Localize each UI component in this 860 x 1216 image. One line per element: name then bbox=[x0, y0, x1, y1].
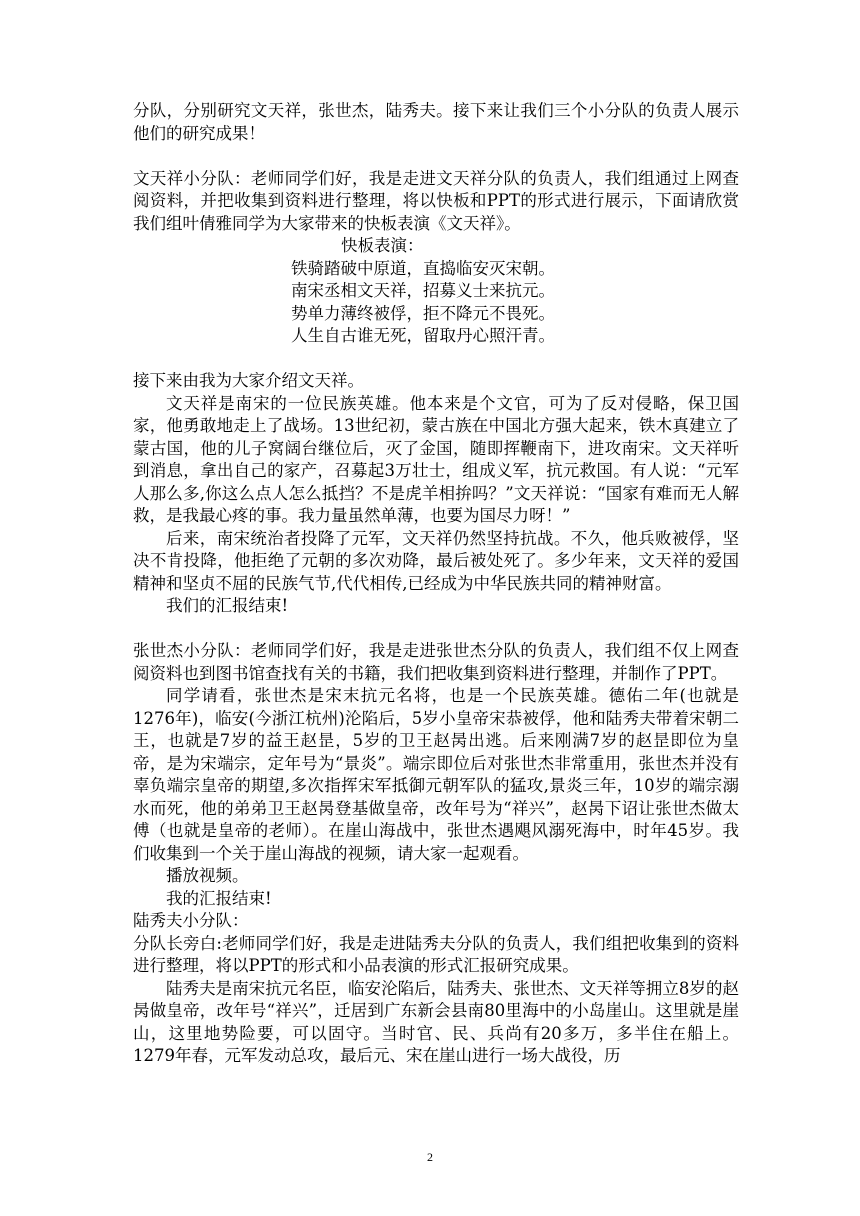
poem-title: 快板表演： bbox=[341, 236, 424, 255]
page-number: 2 bbox=[427, 1150, 433, 1164]
blank-line bbox=[133, 618, 739, 641]
zhang-shijie-team-intro: 张世杰小分队：老师同学们好，我是走进张世杰分队的负责人，我们组不仅上网查阅资料也到图书馆查找有关的书籍，我们把收集到资料进行整理，并制作了PPT。 bbox=[133, 641, 739, 683]
zhang-shijie-story-paragraph: 同学请看，张世杰是宋末抗元名将，也是一个民族英雄。德佑二年(也就是1276年)，临安(今浙江杭州)沦陷后，5岁小皇帝宋恭被俘，他和陆秀夫带着宋朝二王，也就是7岁的益王赵昰，5岁的卫王赵昺出逃。后来刚满7岁的赵昰即位为皇帝，是为宋端宗，定年号为“景炎”。端宗即位后对张世杰非常重用，张世杰并没有辜负端宗皇帝的期望,多次指挥宋军抵御元朝军队的猛攻,景炎三年，10岁的端宗溺水而死，他的弟弟卫王赵昺登基做皇帝，改年号为“祥兴”，赵昺下诏让张世杰做太傅（也就是皇帝的老师）。在崖山海战中，张世杰遇飓风溺死海中，时年45岁。我们收集到一个关于崖山海战的视频，请大家一起观看。 bbox=[133, 686, 739, 863]
wen-tianxiang-intro-line: 接下来由我为大家介绍文天祥。 bbox=[133, 371, 364, 390]
blank-line bbox=[133, 145, 739, 168]
report-end-line: 我的汇报结束! bbox=[166, 888, 272, 908]
poem-line: 人生自古谁无死，留取丹心照汗青。 bbox=[291, 326, 555, 345]
poem-line: 铁骑踏破中原道，直捣临安灭宋朝。 bbox=[291, 258, 555, 278]
play-video-line: 播放视频。 bbox=[166, 866, 249, 885]
lu-xiufu-narration: 分队长旁白:老师同学们好，我是走进陆秀夫分队的负责人，我们组把收集到的资料进行整理，将以PPT的形式和小品表演的形式汇报研究成果。 bbox=[133, 933, 739, 975]
report-end-line: 我们的汇报结束! bbox=[166, 596, 289, 615]
blank-line bbox=[133, 348, 739, 371]
wen-tianxiang-team-intro: 文天祥小分队：老师同学们好，我是走进文天祥分队的负责人，我们组通过上网查阅资料，并把收集到资料进行整理，将以快板和PPT的形式进行展示，下面请欣赏我们组叶倩雅同学为大家带来的快板表演《文天祥》。 bbox=[133, 168, 739, 233]
wen-tianxiang-story-paragraph: 文天祥是南宋的一位民族英雄。他本来是个文官，可为了反对侵略，保卫国家，他勇敢地走上了战场。13世纪初，蒙古族在中国北方强大起来，铁木真建立了蒙古国，他的儿子窝阔台继位后，灭了金国，随即挥鞭南下，进攻南宋。文天祥听到消息，拿出自己的家产，召募起3万壮士，组成义军，抗元救国。有人说：“元军人那么多,你这么点人怎么抵挡？不是虎羊相拚吗？”文天祥说：“国家有难而无人解救，是我最心疼的事。我力量虽然单薄，也要为国尽力呀！” bbox=[133, 393, 739, 525]
poem-line: 南宋丞相文天祥，招募义士来抗元。 bbox=[291, 281, 555, 300]
intro-paragraph: 分队，分别研究文天祥，张世杰，陆秀夫。接下来让我们三个小分队的负责人展示他们的研究成果！ bbox=[133, 101, 739, 143]
lu-xiufu-team-heading: 陆秀夫小分队： bbox=[133, 911, 249, 930]
lu-xiufu-story-paragraph: 陆秀夫是南宋抗元名臣，临安沦陷后，陆秀夫、张世杰、文天祥等拥立8岁的赵昺做皇帝，改年号“祥兴”，迁居到广东新会县南80里海中的小岛崖山。这里就是崖山，这里地势险要，可以固守。当时官、民、兵尚有20多万，多半住在船上。1279年春，元军发动总攻，最后元、宋在崖山进行一场大战役，历 bbox=[133, 978, 739, 1065]
document-body bbox=[133, 100, 739, 1068]
wen-tianxiang-ending-paragraph: 后来，南宋统治者投降了元军，文天祥仍然坚持抗战。不久，他兵败被俘，坚决不肯投降，他拒绝了元朝的多次劝降，最后被处死了。多少年来，文天祥的爱国精神和坚贞不屈的民族气节,代代相传,已经成为中华民族共同的精神财富。 bbox=[133, 528, 739, 593]
poem-line: 势单力薄终被俘，拒不降元不畏死。 bbox=[291, 303, 555, 323]
